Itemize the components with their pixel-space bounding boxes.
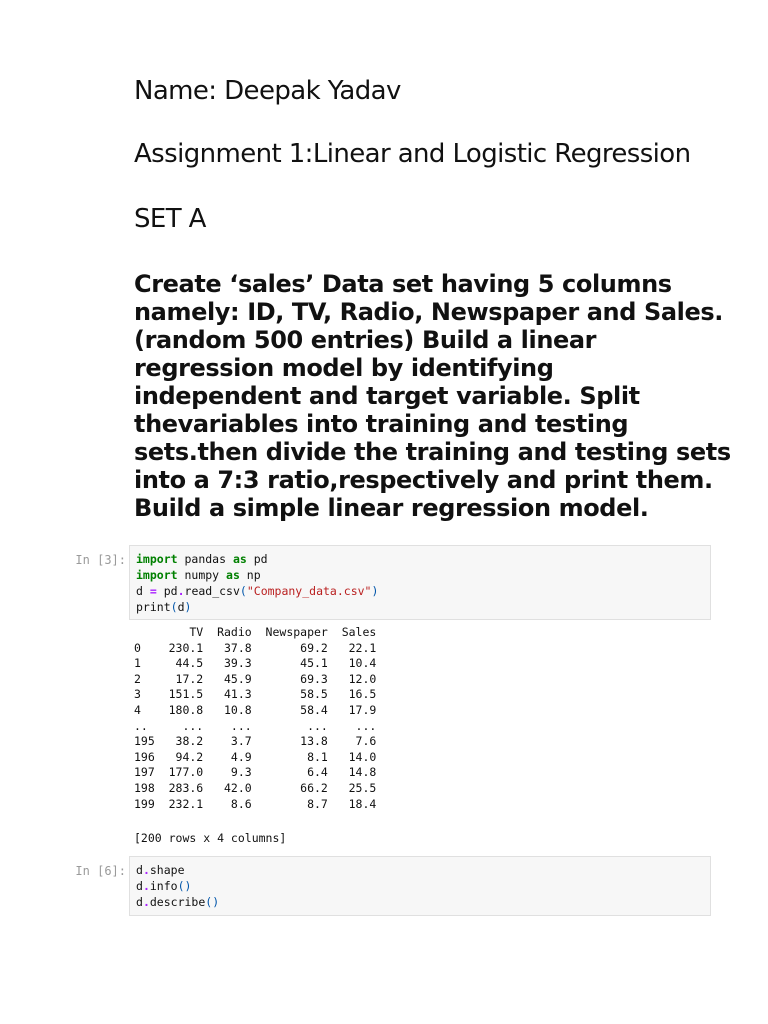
code-token: d — [136, 584, 150, 598]
code-token: shape — [149, 863, 185, 877]
code-string: "Company_data.csv" — [246, 584, 372, 598]
task-description — [134, 270, 734, 522]
code-paren: ( — [170, 600, 178, 614]
code-paren: () — [205, 895, 220, 909]
code-keyword: as — [226, 568, 240, 582]
dataframe-output: TV Radio Newspaper Sales 0 230.1 37.8 69.2 22.1 1 44.5 39.3 45.1 10.4 2 17.2 45.9 69.3 12.0 3 151.5 41.3 58.5 16.5 4 180.8 10.8 58.4 17.9 .. ... ... ... ... 195 38.2 3.7 13.8 7.6 196 94.2 4.9 8.1 14.0 197 177.0 9.3 6.4 14.8 198 283.6 42.0 66.2 25.5 199 232.1 8.6 8.7 18.4 — [134, 625, 377, 811]
code-token: info — [149, 879, 178, 893]
code-keyword: import — [136, 552, 178, 566]
task-line: (random 500 entries) Build a linear — [134, 326, 597, 354]
code-paren: ( — [239, 584, 247, 598]
code-token: d — [177, 600, 185, 614]
code-cell-input[interactable] — [129, 545, 711, 620]
code-token: print — [136, 600, 171, 614]
code-token: describe — [149, 895, 206, 909]
code-token: d — [136, 895, 143, 909]
code-token: pd — [246, 552, 268, 566]
student-name-heading: Name: Deepak Yadav — [134, 76, 401, 106]
code-operator: . — [177, 584, 185, 598]
task-line: namely: ID, TV, Radio, Newspaper and Sales. — [134, 298, 723, 326]
code-paren: () — [177, 879, 192, 893]
code-keyword: import — [136, 568, 178, 582]
code-operator: . — [142, 895, 150, 909]
assignment-title-heading: Assignment 1:Linear and Logistic Regression — [134, 139, 691, 169]
code-operator: = — [149, 584, 157, 598]
code-token: np — [239, 568, 261, 582]
code-token: d — [136, 879, 143, 893]
task-line: Create ‘sales’ Data set having 5 columns — [134, 270, 672, 298]
code-paren: ) — [184, 600, 192, 614]
code-token: pandas — [177, 552, 233, 566]
code-keyword: as — [232, 552, 247, 566]
code-cell-input[interactable] — [129, 856, 711, 916]
code-paren: ) — [371, 584, 379, 598]
code-block[interactable] — [130, 857, 710, 915]
set-heading: SET A — [134, 204, 206, 234]
task-line: thevariables into training and testing — [134, 410, 629, 438]
task-line: into a 7:3 ratio,respectively and print them. — [134, 466, 713, 494]
code-token: d — [136, 863, 143, 877]
task-line: Build a simple linear regression model. — [134, 494, 649, 522]
cell-prompt: In [6]: — [75, 864, 126, 878]
task-line: sets.then divide the training and testing sets — [134, 438, 731, 466]
task-line: regression model by identifying — [134, 354, 554, 382]
code-token: read_csv — [184, 584, 240, 598]
code-token: numpy — [177, 568, 227, 582]
cell-prompt: In [3]: — [75, 553, 126, 567]
code-operator: . — [142, 863, 150, 877]
task-line: independent and target variable. Split — [134, 382, 640, 410]
code-token: pd — [156, 584, 178, 598]
code-operator: . — [142, 879, 150, 893]
dataframe-shape-summary: [200 rows x 4 columns] — [134, 831, 287, 845]
code-block[interactable] — [130, 546, 710, 620]
